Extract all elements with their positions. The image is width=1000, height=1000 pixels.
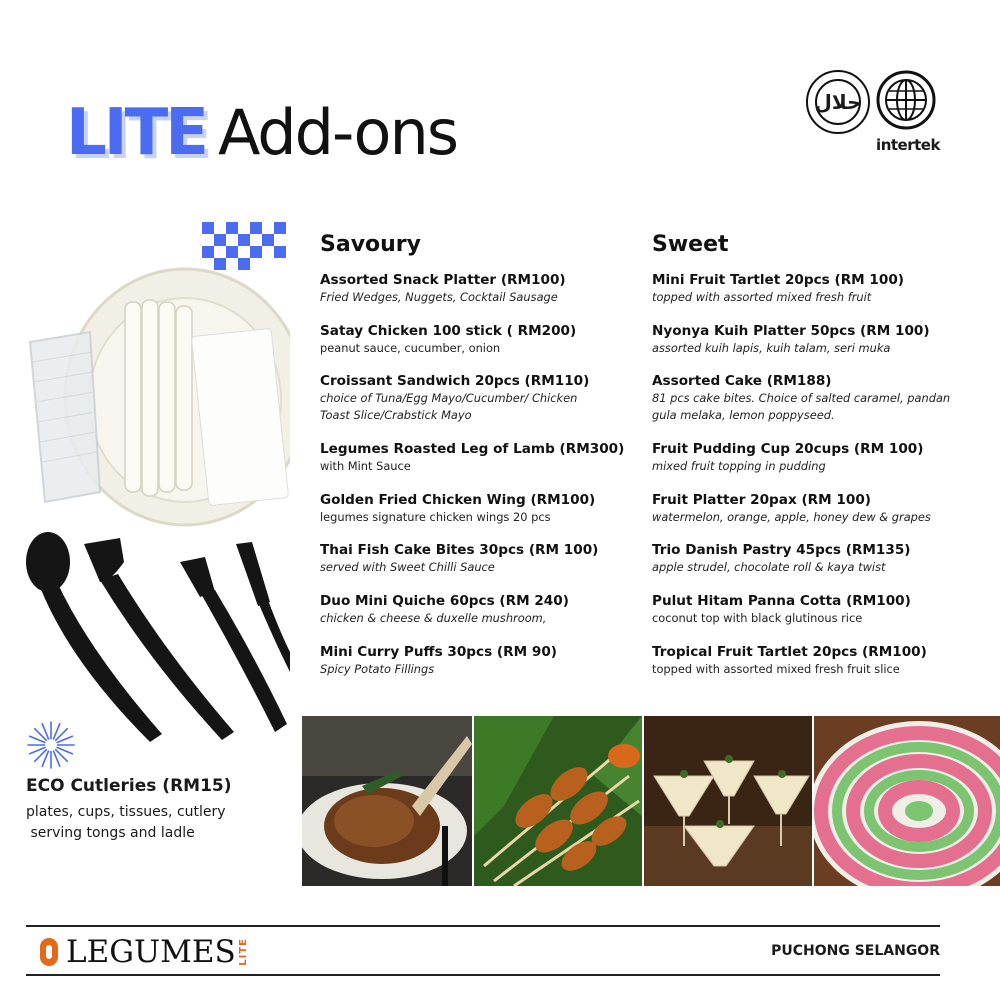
item-name: Assorted Snack Platter (RM100) bbox=[320, 272, 566, 288]
item-description: served with Sweet Chilli Sauce bbox=[320, 560, 495, 575]
menu-item bbox=[320, 491, 650, 542]
item-name: Mini Curry Puffs 30pcs (RM 90) bbox=[320, 643, 557, 660]
item-name: Thai Fish Cake Bites 30pcs (RM 100) bbox=[320, 542, 599, 559]
globe-certification-icon bbox=[876, 70, 936, 130]
menu-item bbox=[320, 372, 650, 440]
item-description: Spicy Potato Fillings bbox=[320, 661, 435, 676]
brand-name: LEGUMES bbox=[66, 934, 236, 970]
eco-cutleries-line2: serving tongs and ladle bbox=[26, 825, 195, 841]
item-name: Trio Danish Pastry 45pcs (RM135) bbox=[652, 542, 911, 559]
item-name: Golden Fried Chicken Wing (RM100) bbox=[320, 491, 596, 508]
menu-item bbox=[652, 491, 982, 542]
location-label: PUCHONG SELANGOR bbox=[771, 943, 940, 959]
menu-item bbox=[320, 271, 650, 322]
eco-cutleries-line1: plates, cups, tissues, cutlery bbox=[26, 804, 226, 820]
menu-item bbox=[652, 541, 982, 592]
item-name: Nyonya Kuih Platter 50pcs (RM 100) bbox=[652, 322, 930, 339]
footer-divider-bottom bbox=[26, 974, 940, 976]
item-description: 81 pcs cake bites. Choice of salted caramel, pandan gula melaka, lemon poppyseed. bbox=[652, 391, 951, 423]
item-name: Legumes Roasted Leg of Lamb (RM300) bbox=[320, 441, 625, 458]
menu-item bbox=[652, 271, 982, 322]
item-description: choice of Tuna/Egg Mayo/Cucumber/ Chicken Toast Slice/Crabstick Mayo bbox=[320, 391, 578, 423]
item-description: with Mint Sauce bbox=[320, 459, 411, 474]
item-description: legumes signature chicken wings 20 pcs bbox=[320, 509, 551, 524]
item-name: Duo Mini Quiche 60pcs (RM 240) bbox=[320, 592, 569, 609]
item-name: Satay Chicken 100 stick ( RM200) bbox=[320, 322, 577, 339]
menu-item bbox=[320, 322, 650, 373]
menu-item bbox=[652, 440, 982, 491]
item-description: topped with assorted mixed fresh fruit slice bbox=[652, 661, 900, 676]
panna-cotta-cups-photo bbox=[644, 716, 812, 886]
page-title bbox=[66, 96, 457, 186]
item-description: assorted kuih lapis, kuih talam, seri muka bbox=[652, 340, 891, 355]
title-lite: LITE bbox=[66, 96, 206, 170]
eco-cutlery-photo bbox=[0, 262, 290, 762]
nyonya-kuih-photo bbox=[814, 716, 1000, 886]
roasted-lamb-photo bbox=[302, 716, 472, 886]
intertek-logo: intertek bbox=[876, 136, 940, 154]
halal-seal-icon bbox=[806, 70, 870, 134]
brand-tag: LITE bbox=[237, 938, 249, 966]
item-name: Croissant Sandwich 20pcs (RM110) bbox=[320, 373, 590, 390]
item-name: Assorted Cake (RM188) bbox=[652, 373, 832, 390]
menu-item bbox=[652, 592, 982, 643]
item-description: watermelon, orange, apple, honey dew & grapes bbox=[652, 509, 931, 524]
item-name: Fruit Platter 20pax (RM 100) bbox=[652, 491, 871, 508]
menu-item bbox=[652, 372, 982, 440]
title-addons: Add-ons bbox=[217, 96, 458, 169]
item-description: coconut top with black glutinous rice bbox=[652, 610, 863, 625]
item-description: peanut sauce, cucumber, onion bbox=[320, 340, 501, 355]
sweet-section bbox=[652, 232, 982, 693]
sweet-heading: Sweet bbox=[652, 232, 729, 257]
item-description: mixed fruit topping in pudding bbox=[652, 459, 826, 474]
starburst-icon bbox=[26, 720, 76, 770]
menu-item bbox=[320, 643, 650, 694]
item-description: chicken & cheese & duxelle mushroom, bbox=[320, 610, 547, 625]
menu-item bbox=[652, 322, 982, 373]
satay-chicken-photo bbox=[474, 716, 642, 886]
savoury-section bbox=[320, 232, 650, 693]
savoury-heading: Savoury bbox=[320, 232, 421, 257]
eco-cutleries-name: ECO Cutleries (RM15) bbox=[26, 776, 232, 796]
footer-divider-top bbox=[26, 925, 940, 927]
eco-cutleries bbox=[26, 776, 296, 844]
menu-item bbox=[320, 440, 650, 491]
item-name: Tropical Fruit Tartlet 20pcs (RM100) bbox=[652, 643, 927, 660]
item-description: apple strudel, chocolate roll & kaya twist bbox=[652, 560, 886, 575]
item-description: topped with assorted mixed fresh fruit bbox=[652, 290, 872, 304]
item-name: Fruit Pudding Cup 20cups (RM 100) bbox=[652, 441, 924, 458]
legumes-logo bbox=[40, 932, 249, 972]
legumes-seed-icon bbox=[40, 938, 58, 966]
halal-mark: حلال bbox=[814, 90, 862, 114]
menu-item bbox=[320, 541, 650, 592]
menu-item bbox=[320, 592, 650, 643]
item-description: Fried Wedges, Nuggets, Cocktail Sausage bbox=[320, 290, 558, 304]
item-name: Mini Fruit Tartlet 20pcs (RM 100) bbox=[652, 272, 905, 288]
menu-item bbox=[652, 643, 982, 694]
item-name: Pulut Hitam Panna Cotta (RM100) bbox=[652, 592, 911, 609]
